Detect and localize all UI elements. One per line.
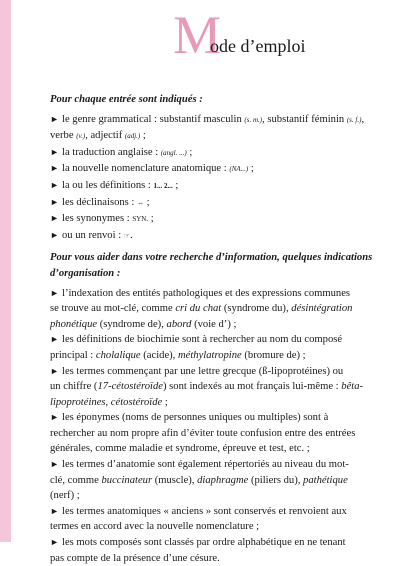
arrow-icon: ► (50, 179, 59, 190)
list-item: ► l’indexation des entités pathologiques et des expressions communes se trouve au mot-clé, comme cri du chat (syndrome du), désintégration phonétique (syndrome de), abord (voie d’) ; (50, 287, 353, 330)
list-item: ► les termes commençant par une lettre grecque (ß-lipoprotéines) ou un chiffre (17-cétostéroïde) sont indexés au mot français lui-même : bêta- lipoprotéines, cétostéroïde ; (50, 365, 364, 408)
section1-list (50, 112, 390, 245)
arrow-icon: ► (50, 365, 59, 376)
list-item: ► la traduction anglaise : (angl. ...) ; (50, 145, 390, 162)
list-item: ► les éponymes (noms de personnes uniques ou multiples) sont à rechercher au nom propre afin d’éviter toute confusion entre des entrées générales, comme maladie et syndrome, épreuve et test, etc. ; (50, 412, 356, 455)
section1-heading: Pour chaque entrée sont indiqués : (50, 94, 203, 105)
section2-list (50, 286, 390, 566)
pointing-hand-icon: ☞ (123, 231, 131, 240)
list-item: ► le genre grammatical : substantif masculin (s. m.), substantif féminin (s. f.), verbe (v.), adjectif (adj.) ; (50, 113, 365, 142)
side-decor-bar (0, 0, 11, 542)
arrow-icon: ► (50, 163, 59, 174)
title-initial: M (173, 5, 222, 65)
arrow-icon: ► (50, 229, 59, 240)
list-item: ► les termes d’anatomie sont également répertoriés au niveau du mot- clé, comme buccinateur (muscle), diaphragme (piliers du), pathétique (nerf) ; (50, 459, 349, 502)
list-item: ► les mots composés sont classés par ordre alphabétique en ne tenant pas compte de la présence d’une césure. (50, 537, 346, 564)
list-item: ► la nouvelle nomenclature anatomique : (NA...) ; (50, 161, 390, 178)
list-item: ► ou un renvoi : ☞. (50, 228, 390, 245)
arrow-icon: ► (50, 459, 59, 470)
arrow-icon: ► (50, 412, 59, 423)
arrow-icon: ► (50, 196, 59, 207)
arrow-icon: ► (50, 113, 59, 124)
section2-heading: Pour vous aider dans votre recherche d’information, quelques indications d’organisation : (50, 252, 373, 279)
list-item: ► les termes anatomiques « anciens » sont conservés et renvoient aux termes en accord avec la nouvelle nomenclature ; (50, 505, 347, 533)
list-item: ► les déclinaisons : ⇔ ; (50, 195, 390, 212)
arrow-icon: ► (50, 505, 59, 516)
arrow-icon: ► (50, 287, 59, 298)
list-item: ► la ou les définitions : 1... 2... ; (50, 178, 390, 195)
title-rest: ode d’emploi (210, 36, 306, 56)
declension-icon: ⇔ (137, 198, 145, 207)
arrow-icon: ► (50, 146, 59, 157)
arrow-icon: ► (50, 334, 59, 345)
list-item: ► les synonymes : SYN. ; (50, 211, 390, 228)
list-item: ► les définitions de biochimie sont à rechercher au nom du composé principal : cholalique (acide), méthylatropine (bromure de) ; (50, 334, 343, 361)
arrow-icon: ► (50, 213, 59, 224)
content (50, 92, 390, 566)
arrow-icon: ► (50, 537, 59, 548)
